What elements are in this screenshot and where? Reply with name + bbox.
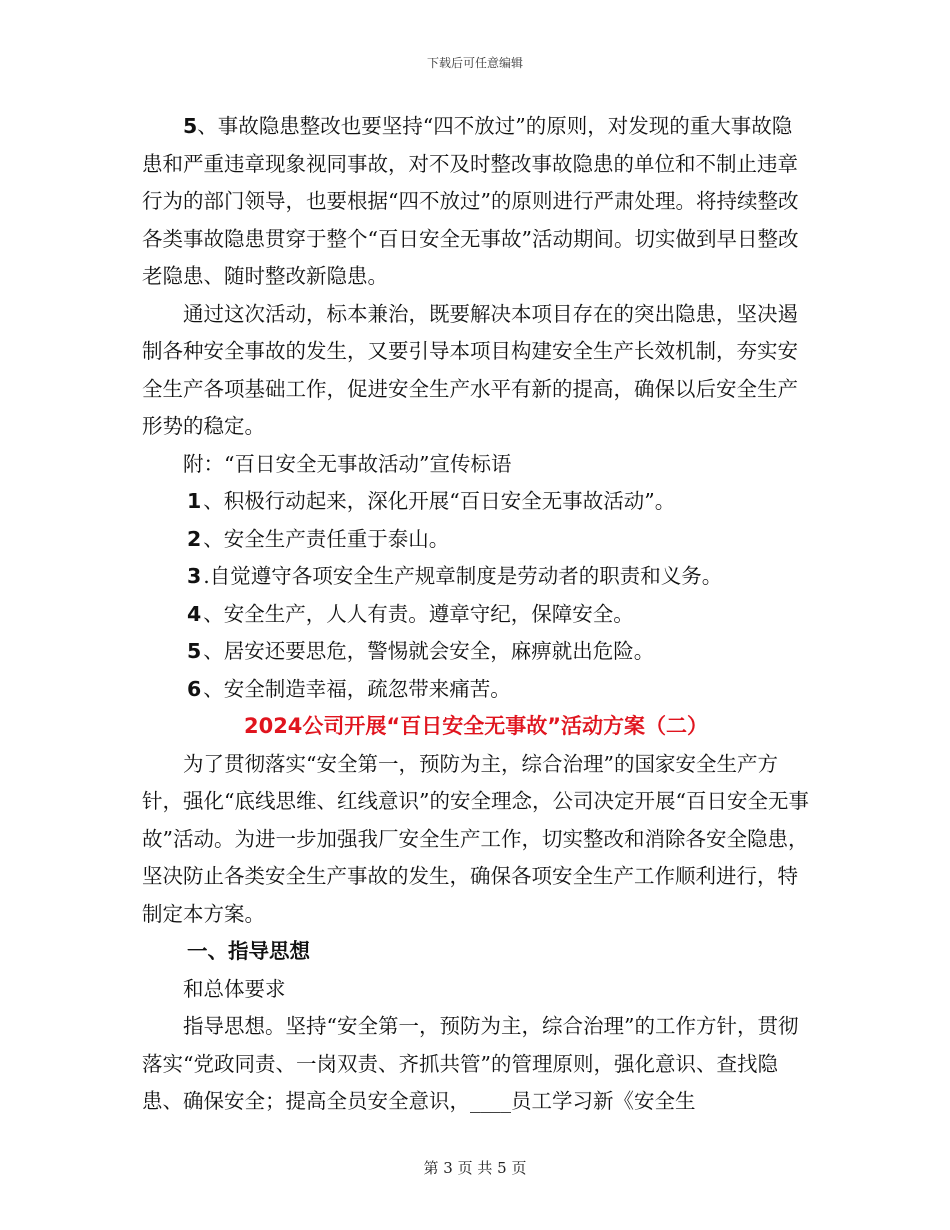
slogan-text: 、安全生产责任重于泰山。 [203,526,450,551]
slogan-item [142,671,810,709]
slogan-number: 6 [187,676,202,701]
slogan-number: 1 [187,489,202,513]
slogan-text: .自觉遵守各项安全生产规章制度是劳动者的职责和义务。 [203,564,723,588]
slogan-text: 、积极行动起来，深化开展“百日安全无事故活动”。 [203,489,676,513]
document-body [142,108,810,1121]
slogan-item [142,521,810,559]
page-footer: 第 3 页 共 5 页 [423,1159,527,1177]
paragraph-text: 、事故隐患整改也要坚持“四不放过”的原则，对发现的重大事故隐患和严重违章现象视同事故，对不及时整改事故隐患的单位和不制止违章行为的部门领导，也要根据“四不放过”的原则进行严肃处理。将持续整改各类事故隐患贯穿于整个“百日安全无事故”活动期间。切实做到早日整改老隐患、随时整改新隐患。 [142,114,799,288]
slogan-number: 2 [187,526,202,551]
guiding-ideology-paragraph: 指导思想。坚持“安全第一，预防为主，综合治理”的工作方针，贯彻落实“党政同责、一岗双责、齐抓共管”的管理原则，强化意识、查找隐患、确保安全；提高全员安全意识，____员工学习新《安全生 [142,1014,799,1113]
slogan-number: 4 [187,601,202,626]
slogan-number: 3 [187,564,202,588]
page-header: 下载后可任意编辑 [426,56,523,70]
section-intro: 为了贯彻落实“安全第一，预防为主，综合治理”的国家安全生产方针，强化“底线思维、红线意识”的安全理念，公司决定开展“百日安全无事故”活动。为进一步加强我厂安全生产工作，切实整改和消除各安全隐患，坚决防止各类安全生产事故的发生，确保各项安全生产工作顺利进行，特制定本方案。 [142,751,809,926]
slogan-item [142,633,810,671]
section-heading: 一、指导思想 [187,939,310,963]
paragraph-number: 5 [183,114,198,138]
paragraph-hazard-rectification [142,108,810,296]
slogan-number: 5 [187,639,202,663]
slogan-text: 、安全生产，人人有责。遵章守纪，保障安全。 [203,601,634,626]
appendix-heading: 附：“百日安全无事故活动”宣传标语 [183,451,512,476]
slogan-item [142,558,810,596]
section-subheading: 和总体要求 [183,976,286,1001]
slogan-item [142,483,810,521]
slogan-item [142,596,810,634]
paragraph-activity-summary: 通过这次活动，标本兼治，既要解决本项目存在的突出隐患，坚决遏制各种安全事故的发生，又要引导本项目构建安全生产长效机制，夯实安全生产各项基础工作，促进安全生产水平有新的提高，确保以后安全生产形势的稳定。 [142,301,798,438]
slogan-text: 、安全制造幸福，疏忽带来痛苦。 [203,676,511,701]
section-title: 2024公司开展“百日安全无事故”活动方案（二） [243,714,709,738]
slogan-text: 、居安还要思危，警惕就会安全，麻痹就出危险。 [203,639,655,663]
